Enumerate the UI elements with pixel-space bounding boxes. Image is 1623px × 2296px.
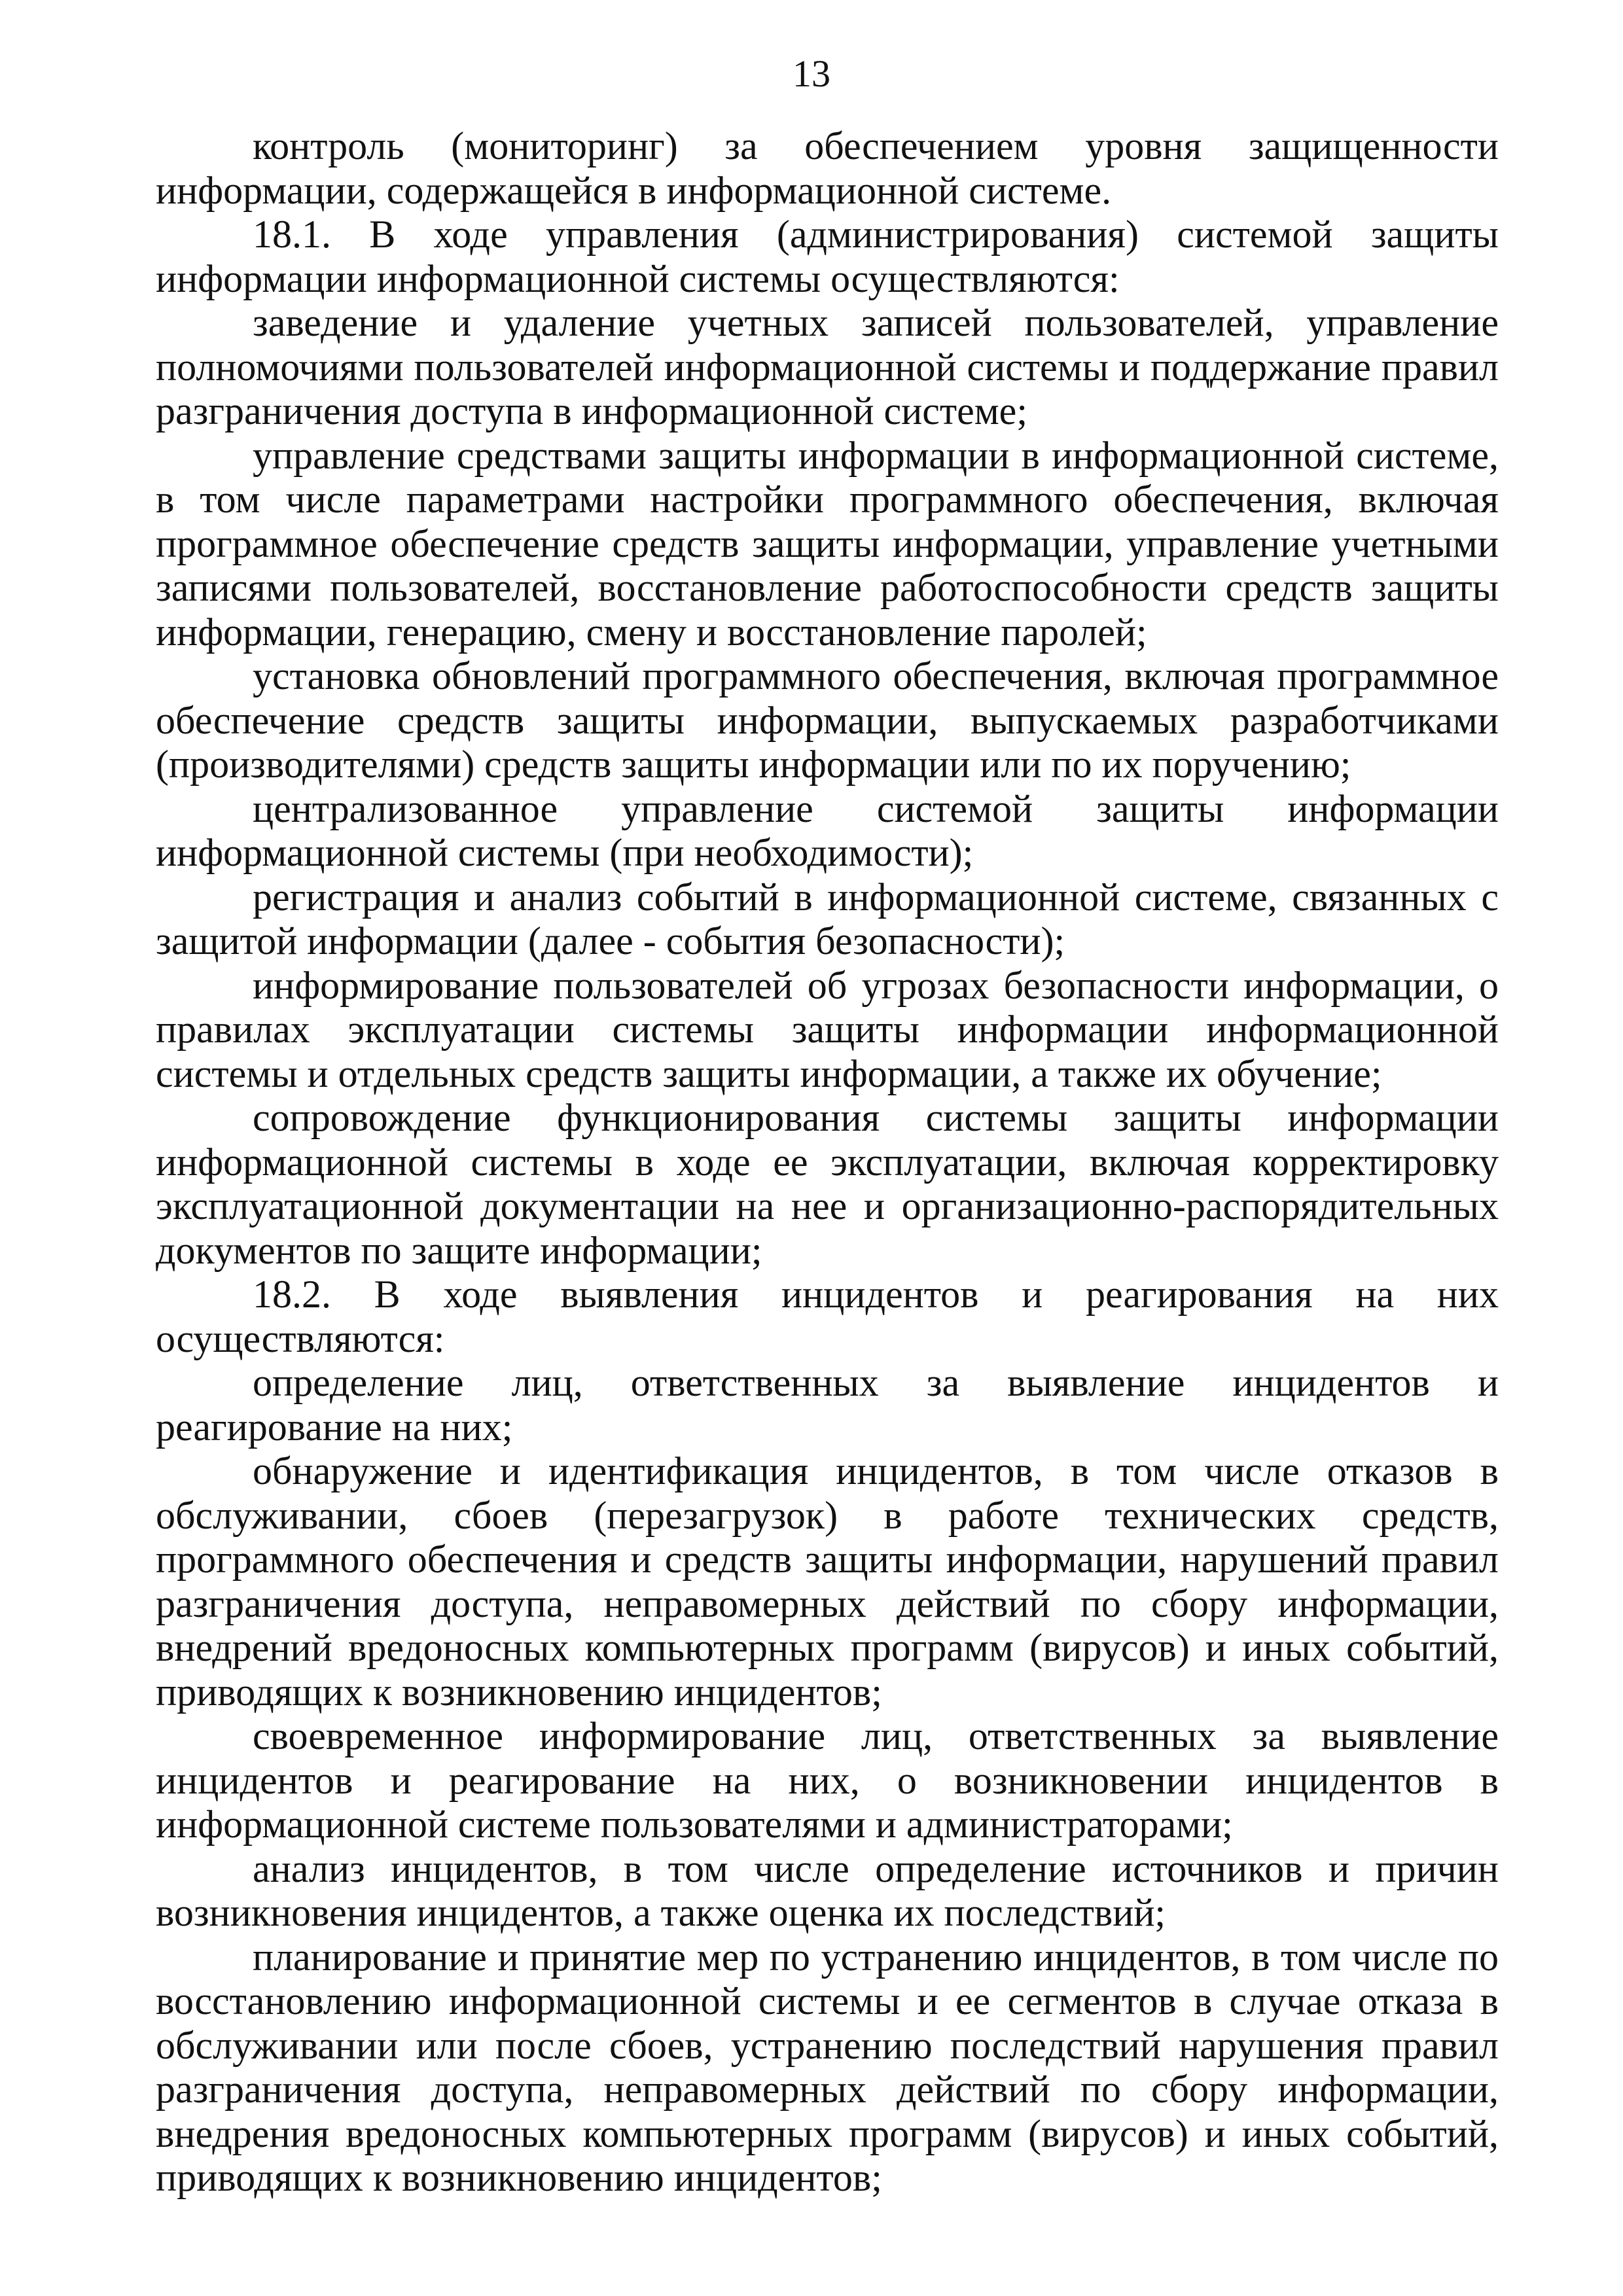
document-body xyxy=(156,124,1499,2200)
paragraph: 18.1. В ходе управления (администрирования) системой защиты информации информационной системы осуществляются: xyxy=(156,213,1499,300)
paragraph: обнаружение и идентификация инцидентов, в том числе отказов в обслуживании, сбоев (перезагрузок) в работе технических средств, программного обеспечения и средств защиты информации, нарушений правил разграничения доступа, неправомерных действий по сбору информации, внедрений вредоносных компьютерных программ (вирусов) и иных событий, приводящих к возникновению инцидентов; xyxy=(156,1449,1499,1714)
paragraph: контроль (мониторинг) за обеспечением уровня защищенности информации, содержащейся в информационной системе. xyxy=(156,124,1499,212)
paragraph: анализ инцидентов, в том числе определение источников и причин возникновения инцидентов, а также оценка их последствий; xyxy=(156,1846,1499,1934)
paragraph: установка обновлений программного обеспечения, включая программное обеспечение средств защиты информации, выпускаемых разработчиками (производителями) средств защиты информации или по их поручению; xyxy=(156,654,1499,786)
page-number: 13 xyxy=(793,52,830,95)
paragraph: информирование пользователей об угрозах безопасности информации, о правилах эксплуатации системы защиты информации информационной системы и отдельных средств защиты информации, а также их обучение; xyxy=(156,963,1499,1095)
paragraph: своевременное информирование лиц, ответственных за выявление инцидентов и реагирование на них, о возникновении инцидентов в информационной системе пользователями и администраторами; xyxy=(156,1714,1499,1846)
paragraph: заведение и удаление учетных записей пользователей, управление полномочиями пользователей информационной системы и поддержание правил разграничения доступа в информационной системе; xyxy=(156,301,1499,433)
paragraph: 18.2. В ходе выявления инцидентов и реагирования на них осуществляются: xyxy=(156,1273,1499,1360)
paragraph: управление средствами защиты информации в информационной системе, в том числе параметрами настройки программного обеспечения, включая программное обеспечение средств защиты информации, управление учетными записями пользователей, восстановление работоспособности средств защиты информации, генерацию, смену и восстановление паролей; xyxy=(156,433,1499,654)
paragraph: сопровождение функционирования системы защиты информации информационной системы в ходе ее эксплуатации, включая корректировку эксплуатационной документации на нее и организационно-распорядительных документов по защите информации; xyxy=(156,1096,1499,1272)
paragraph: регистрация и анализ событий в информационной системе, связанных с защитой информации (далее - события безопасности); xyxy=(156,875,1499,963)
paragraph: планирование и принятие мер по устранению инцидентов, в том числе по восстановлению информационной системы и ее сегментов в случае отказа в обслуживании или после сбоев, устранению последствий нарушения правил разграничения доступа, неправомерных действий по сбору информации, внедрения вредоносных компьютерных программ (вирусов) и иных событий, приводящих к возникновению инцидентов; xyxy=(156,1935,1499,2199)
paragraph: определение лиц, ответственных за выявление инцидентов и реагирование на них; xyxy=(156,1361,1499,1449)
paragraph: централизованное управление системой защиты информации информационной системы (при необходимости); xyxy=(156,786,1499,874)
